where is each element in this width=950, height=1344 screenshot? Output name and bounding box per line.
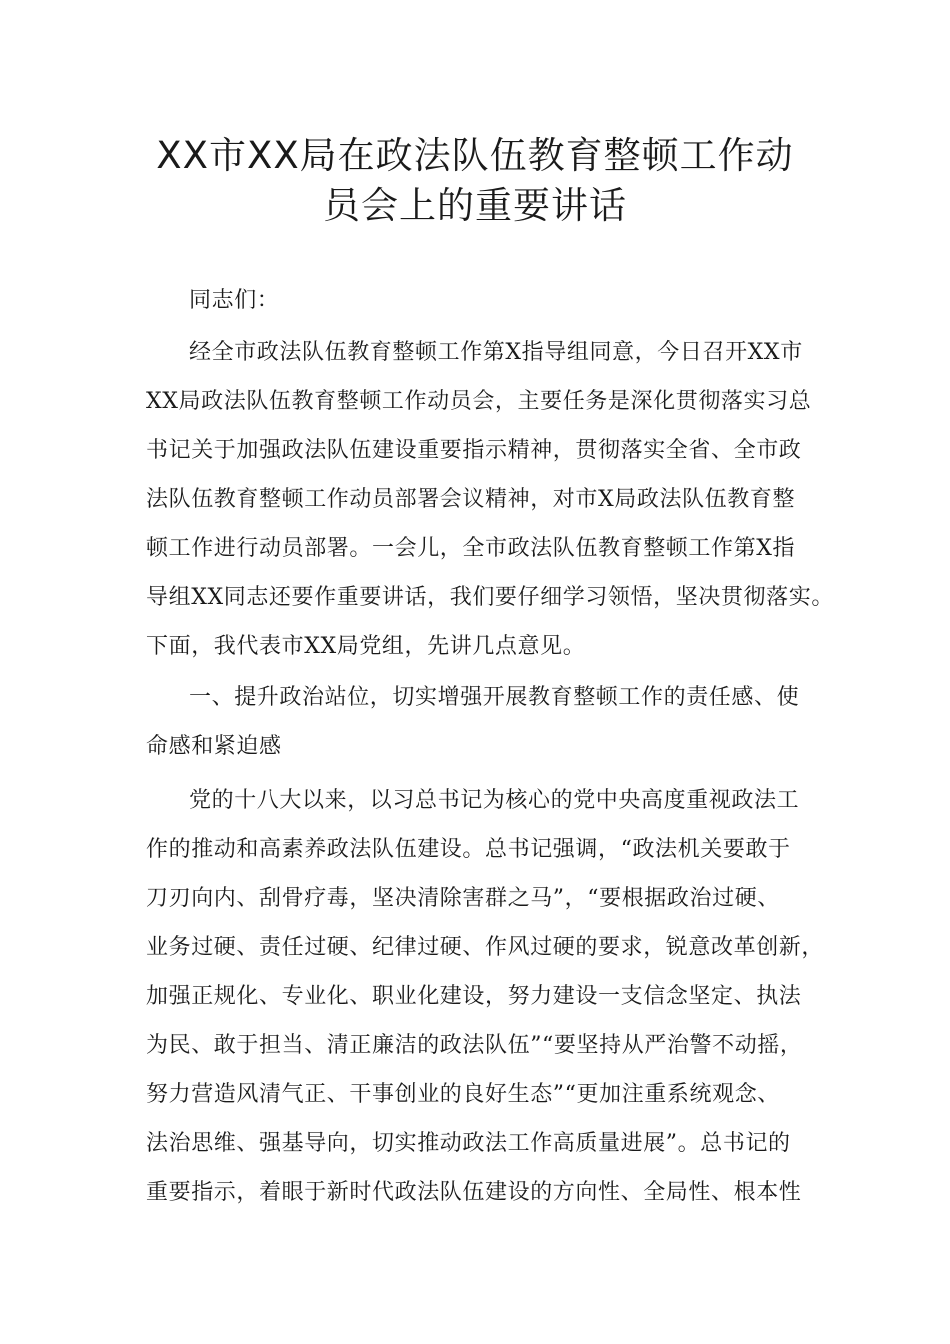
paragraph-line: 作的推动和高素养政法队伍建设。总书记强调，“政法机关要敢于 [146,837,791,862]
section-heading-line: 命感和紧迫感 [146,734,282,759]
paragraph-line: 重要指示，着眼于新时代政法队伍建设的方向性、全局性、根本性 [146,1180,802,1205]
paragraph-line: 努力营造风清气正、干事创业的良好生态”“更加注重系统观念、 [146,1082,780,1107]
paragraph-line: 法队伍教育整顿工作动员部署会议精神，对市X局政法队伍教育整 [146,487,796,512]
paragraph-line: 党的十八大以来，以习总书记为核心的党中央高度重视政法工 [189,788,800,813]
document-title-line-1: XX市XX局在政法队伍教育整顿工作动 [156,134,794,177]
salutation: 同志们： [189,288,280,313]
paragraph-line: 顿工作进行动员部署。一会儿，全市政法队伍教育整顿工作第X指 [146,536,796,561]
paragraph-line: 为民、敢于担当、清正廉洁的政法队伍”“要坚持从严治警不动摇， [146,1033,803,1058]
document-title-line-2: 员会上的重要讲话 [323,184,627,227]
paragraph-line: 经全市政法队伍教育整顿工作第X指导组同意，今日召开XX市 [189,340,803,365]
paragraph-line: 加强正规化、专业化、职业化建设，努力建设一支信念坚定、执法 [146,984,802,1009]
paragraph-line: XX局政法队伍教育整顿工作动员会，主要任务是深化贯彻落实习总 [146,389,812,414]
paragraph-line: 下面，我代表市XX局党组，先讲几点意见。 [146,634,586,659]
paragraph-line: 法治思维、强基导向，切实推动政法工作高质量进展”。总书记的 [146,1131,791,1156]
paragraph-line: 业务过硬、责任过硬、纪律过硬、作风过硬的要求，锐意改革创新， [146,935,825,960]
section-heading-line: 一、提升政治站位，切实增强开展教育整顿工作的责任感、使 [189,685,800,710]
paragraph-line: 书记关于加强政法队伍建设重要指示精神，贯彻落实全省、全市政 [146,438,802,463]
paragraph-line: 导组XX同志还要作重要讲话，我们要仔细学习领悟，坚决贯彻落实。 [146,585,834,610]
paragraph-line: 刀刃向内、刮骨疗毒，坚决清除害群之马”，“要根据政治过硬、 [146,886,780,911]
